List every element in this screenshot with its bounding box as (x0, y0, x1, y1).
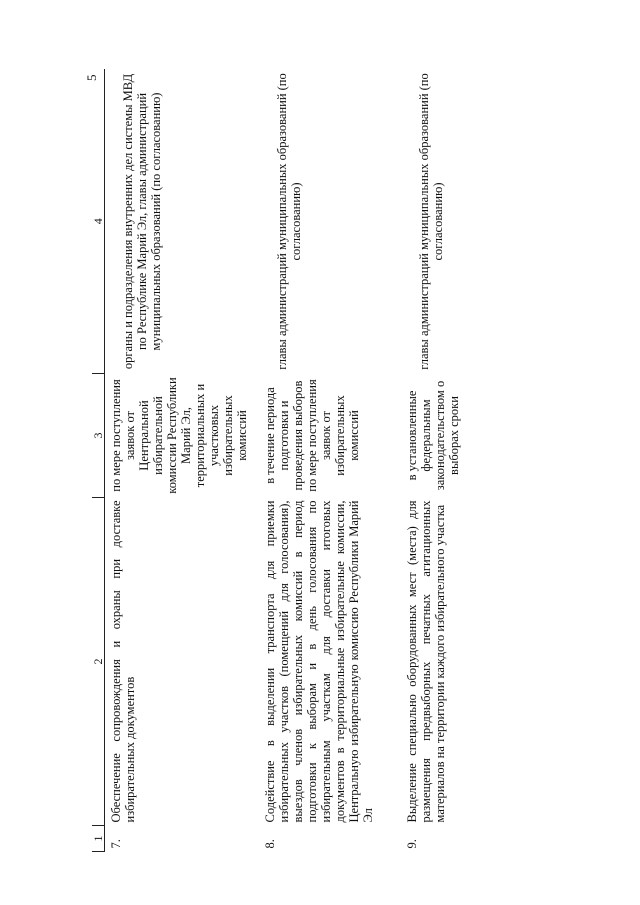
row-number: 8. (263, 839, 277, 849)
measure-term: в установленные федеральным законодательством о выборах сроки (405, 380, 461, 491)
column-number-4: 4 (92, 70, 105, 374)
table-row (105, 70, 260, 852)
page-number: 5 (84, 74, 99, 81)
measures-table (92, 70, 525, 853)
measure-responsible: органы и подразделения внутренних дел системы МВД по Республике Марий Эл, главы администраций муниципальных образований (по согласованию) (121, 73, 163, 370)
row-number: 9. (405, 839, 419, 849)
measure-term: в течение периода подготовки и проведения выборов по мере поступления заявок от избирательных комиссий (263, 379, 361, 492)
column-number-1: 1 (92, 826, 105, 852)
column-number-2: 2 (92, 498, 105, 826)
rotated-table-frame (84, 70, 640, 852)
measure-description: Содействие в выделении транспорта для приемки избирательных участков (помещений для голосования), выездов членов избирательных комиссий в период подготовки к выборам и в день голосования по избирательным участкам для доставки итоговых документов в территориальные избирательные комиссии, Центральную избирательную комиссию Республики Марий Эл (263, 500, 375, 823)
measure-description: Обеспечение сопровождения и охраны при доставке избирательных документов (109, 500, 137, 823)
measure-responsible-cell (105, 70, 260, 374)
column-number-row (92, 70, 105, 852)
row-number: 7. (109, 839, 123, 849)
measure-responsible: главы администраций муниципальных образований (по согласованию) (417, 73, 445, 370)
measure-responsible: главы администраций муниципальных образований (по согласованию) (275, 73, 303, 370)
measure-responsible-cell (259, 70, 401, 374)
table-row (259, 70, 401, 852)
column-number-3: 3 (92, 374, 105, 498)
measure-description: Выделение специально оборудованных мест (места) для размещения предвыборных печатных агитационных материалов на территории каждого избирательного участка (405, 500, 447, 823)
measure-term: по мере поступления заявок от Центральной избирательной комиссии Республики Марий Эл, территориальных и участковых избирательных комиссий (109, 377, 249, 494)
table-row (401, 70, 525, 852)
measure-responsible-cell (401, 70, 525, 374)
